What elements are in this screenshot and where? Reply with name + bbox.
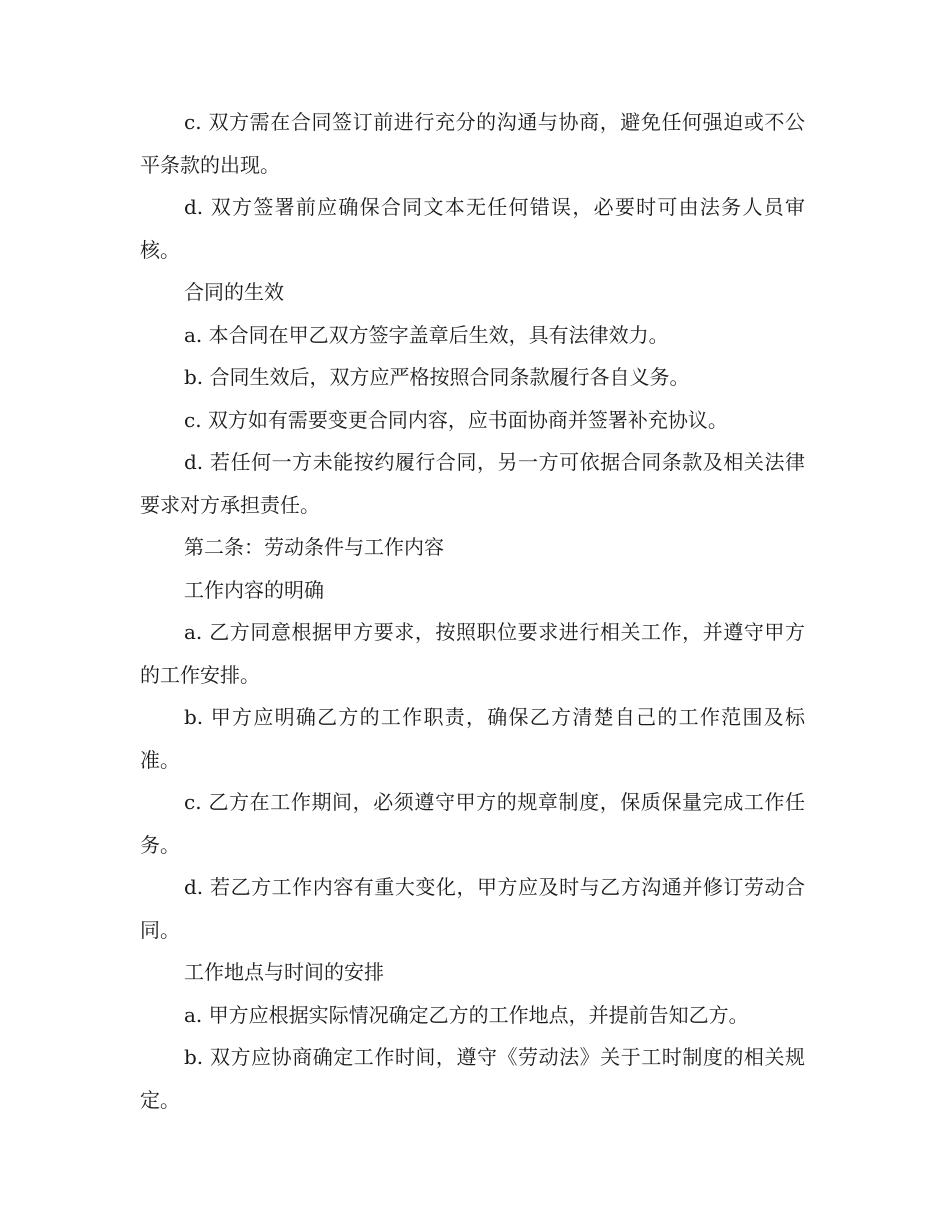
clause-c-amendment: c. 双方如有需要变更合同内容，应书面协商并签署补充协议。: [184, 407, 728, 432]
document-body: [140, 101, 805, 1121]
clause-b-obligations: b. 合同生效后，双方应严格按照合同条款履行各自义务。: [184, 365, 690, 389]
section-heading-work-content: 工作内容的明确: [184, 577, 324, 602]
clause-a-location: a. 甲方应根据实际情况确定乙方的工作地点，并提前告知乙方。: [184, 1002, 749, 1027]
section-heading-location-time: 工作地点与时间的安排: [184, 960, 384, 984]
section-heading-effectiveness: 合同的生效: [184, 280, 284, 304]
article-two-heading: 第二条：劳动条件与工作内容: [184, 535, 444, 559]
clause-b-hours: b. 双方应协商确定工作时间，遵守《劳动法》关于工时制度的相关规定。: [140, 1045, 805, 1112]
clause-d-review: d. 双方签署前应确保合同文本无任何错误，必要时可由法务人员审核。: [140, 195, 805, 262]
clause-a-work-agreement: a. 乙方同意根据甲方要求，按照职位要求进行相关工作，并遵守甲方的工作安排。: [140, 620, 805, 687]
clause-a-effective: a. 本合同在甲乙双方签字盖章后生效，具有法律效力。: [184, 322, 669, 347]
clause-d-changes: d. 若乙方工作内容有重大变化，甲方应及时与乙方沟通并修订劳动合同。: [140, 875, 805, 942]
clause-d-liability: d. 若任何一方未能按约履行合同，另一方可依据合同条款及相关法律要求对方承担责任。: [140, 450, 805, 517]
clause-c-rules: c. 乙方在工作期间，必须遵守甲方的规章制度，保质保量完成工作任务。: [140, 790, 805, 857]
clause-b-duties: b. 甲方应明确乙方的工作职责，确保乙方清楚自己的工作范围及标准。: [140, 705, 805, 772]
clause-c-negotiation: c. 双方需在合同签订前进行充分的沟通与协商，避免任何强迫或不公平条款的出现。: [140, 110, 805, 177]
